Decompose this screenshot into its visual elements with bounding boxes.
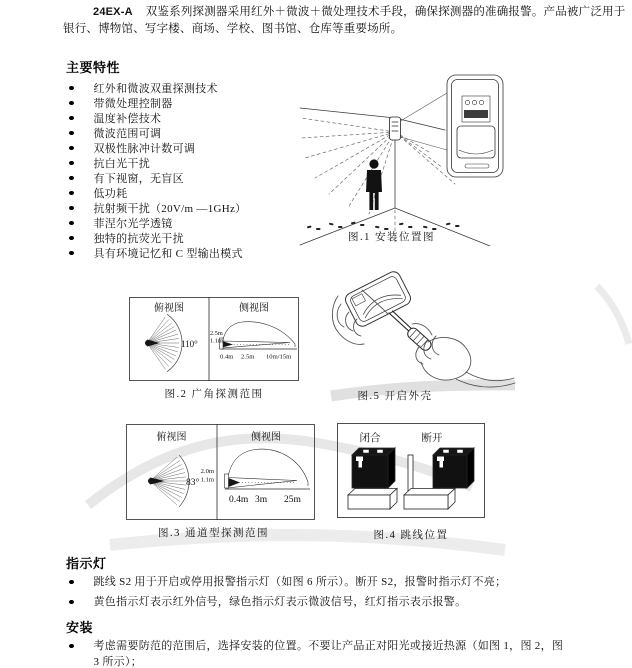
install-heading: 安装: [66, 620, 94, 635]
bullet-icon: [69, 86, 74, 90]
fig2-caption: 图.2 广角探测范围: [164, 389, 264, 400]
list-item: 有下视窗，无盲区: [69, 170, 246, 185]
indicator-list: [69, 574, 609, 613]
list-item: 温度补偿技术: [69, 110, 246, 125]
person-silhouette: [366, 159, 382, 210]
jumper-open: [404, 448, 474, 509]
bullet-icon: [69, 191, 74, 195]
list-item: 抗白光干扰: [69, 155, 246, 170]
list-item: 独特的抗荧光干扰: [69, 230, 246, 245]
bullet-icon: [69, 580, 74, 584]
list-item: 具有环境记忆和 C 型输出模式: [69, 246, 246, 261]
indicator-heading: 指示灯: [66, 556, 107, 571]
bullet-icon: [69, 236, 74, 240]
svg-text:2.0m: 2.0m: [200, 468, 214, 475]
list-item: 黄色指示灯表示红外信号，绿色指示灯表示微波信号，红灯指示表示报警。: [69, 594, 609, 610]
intro-paragraph: [63, 4, 629, 37]
bullet-icon: [69, 176, 74, 180]
list-item: 菲涅尔光学透镜: [69, 215, 246, 230]
svg-text:侧视图: 侧视图: [251, 432, 281, 443]
right-hand: [412, 324, 515, 388]
fig3-caption: 图.3 通道型探测范围: [158, 528, 269, 539]
svg-text:10m/15m: 10m/15m: [266, 353, 292, 361]
intro-text: 双鉴系列探测器采用红外＋微波＋微处理技术手段，确保探测器的准确报警。产品被广泛用于银行、博物馆、写字楼、商场、学校、图书馆、仓库等重要场所。: [63, 6, 626, 35]
svg-text:1.1m: 1.1m: [200, 476, 214, 484]
bullet-icon: [69, 251, 74, 255]
features-heading: 主要特性: [66, 60, 121, 75]
fig5-caption: 图.5 开启外壳: [357, 391, 433, 402]
bullet-icon: [69, 644, 74, 648]
bullet-icon: [69, 146, 74, 150]
bullet-icon: [69, 131, 74, 135]
fig4-jumper-diagram: [337, 423, 485, 518]
svg-text:1.1m: 1.1m: [210, 337, 223, 345]
bullet-icon: [69, 206, 74, 210]
bullet-icon: [69, 116, 74, 120]
features-list: [69, 80, 246, 261]
list-item: 微波范围可调: [69, 125, 246, 140]
svg-text:侧视图: 侧视图: [239, 303, 269, 314]
svg-text:俯视图: 俯视图: [156, 432, 187, 443]
bullet-icon: [69, 101, 74, 105]
svg-text:2.5m: 2.5m: [210, 330, 223, 337]
svg-text:83°: 83°: [186, 478, 200, 488]
svg-text:110°: 110°: [181, 339, 198, 349]
fig1-installation-illustration: [293, 60, 595, 246]
svg-text:断开: 断开: [421, 433, 443, 444]
bullet-icon: [69, 161, 74, 165]
fig2-wide-angle-diagram: [129, 297, 299, 381]
fig4-caption: 图.4 跳线位置: [373, 530, 449, 541]
svg-text:0.4m: 0.4m: [229, 495, 249, 505]
list-item: 双极性脉冲计数可调: [69, 140, 246, 155]
svg-text:2.5m: 2.5m: [241, 353, 255, 361]
product-model: 24EX-A: [93, 6, 133, 18]
install-list: [69, 638, 574, 668]
fig3-corridor-diagram: [126, 424, 315, 520]
svg-text:俯视图: 俯视图: [154, 303, 184, 314]
list-item: 考虑需要防范的范围后，选择安装的位置。不要让产品正对阳光或接近热源（如图 1，图 2，图 3 所示）；: [69, 638, 574, 668]
svg-text:25m: 25m: [284, 495, 301, 505]
list-item: 带微处理控制器: [69, 95, 246, 110]
bullet-icon: [69, 600, 74, 604]
list-item: 低功耗: [69, 185, 246, 200]
list-item: 红外和微波双重探测技术: [69, 80, 246, 95]
list-item: 跳线 S2 用于开启或停用报警指示灯（如图 6 所示）。断开 S2，报警时指示灯不亮；: [69, 574, 609, 590]
svg-text:3m: 3m: [255, 495, 268, 505]
svg-text:0.4m: 0.4m: [220, 353, 234, 361]
fig1-caption: 图.1 安装位置图: [348, 232, 435, 243]
jumper-closed: [348, 448, 397, 509]
bullet-icon: [69, 221, 74, 225]
fig5-open-housing-illustration: [328, 266, 518, 392]
svg-text:闭合: 闭合: [359, 433, 381, 444]
list-item: 抗射频干扰（20V/m —1GHz）: [69, 200, 246, 215]
